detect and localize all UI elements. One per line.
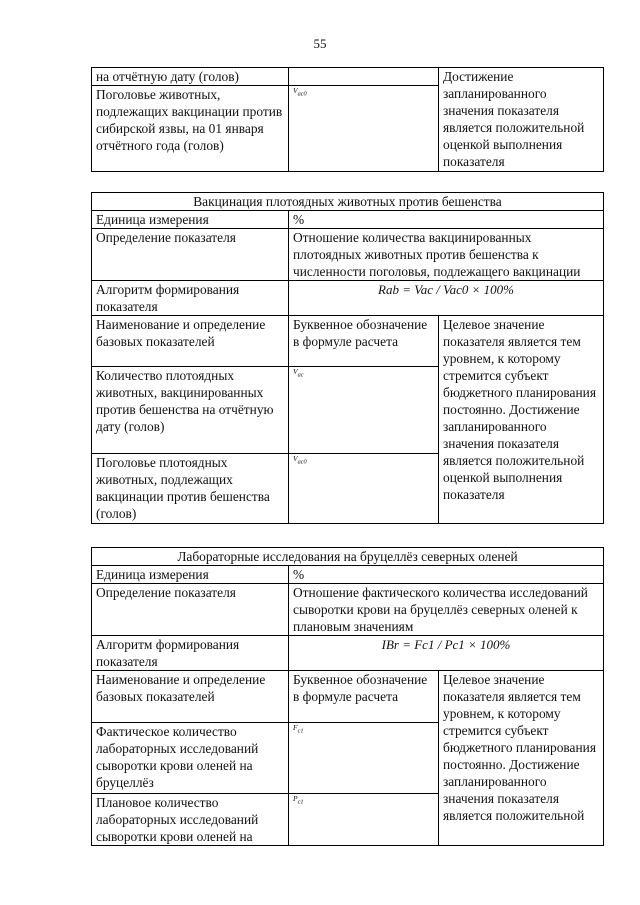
- algorithm-label: Алгоритм формирования показателя: [92, 281, 289, 316]
- unit-label: Единица измерения: [92, 566, 289, 584]
- table-brucellosis-tests: [91, 547, 604, 846]
- table-title: Вакцинация плотоядных животных против бешенства: [92, 193, 604, 211]
- target-value-cell: Целевое значение показателя является тем уровнем, к которому стремится субъект бюджетного планирования постоянно. Достижение запланированного значения показателя является положительной оценкой выполнения показателя: [439, 316, 604, 524]
- unit-label: Единица измерения: [92, 211, 289, 229]
- target-value-cell: Целевое значение показателя является тем уровнем, к которому стремится субъект бюджетного планирования постоянно. Достижение запланированного значения показателя является положительной: [439, 671, 604, 846]
- definition-label: Определение показателя: [92, 229, 289, 281]
- base-indicator-name-cell: Поголовье животных, подлежащих вакцинации против сибирской язвы, на 01 января отчётного года (голов): [92, 86, 289, 172]
- definition-value: Отношение количества вакцинированных плотоядных животных против бешенства к численности поголовья, подлежащего вакцинации: [289, 229, 604, 281]
- table-title: Лабораторные исследования на бруцеллёз северных оленей: [92, 548, 604, 566]
- algorithm-label: Алгоритм формирования показателя: [92, 636, 289, 671]
- page-number: 55: [313, 36, 327, 51]
- symbol-cell: $V_{ac}$: [289, 367, 439, 454]
- symbol-cell: $V_{ac0}$: [289, 454, 439, 524]
- unit-value: %: [289, 566, 604, 584]
- base-indicators-header: Наименование и определение базовых показателей: [92, 671, 289, 723]
- base-indicators-header: Наименование и определение базовых показателей: [92, 316, 289, 367]
- table-rabies-vaccination: [91, 192, 604, 524]
- formula: IBr = Fc1 / Pc1 × 100%: [289, 636, 604, 671]
- definition-label: Определение показателя: [92, 584, 289, 636]
- definition-value: Отношение фактического количества исследований сыворотки крови на бруцеллёз северных оленей к плановым значениям: [289, 584, 604, 636]
- symbol-header: Буквенное обозначение в формуле расчета: [289, 316, 439, 367]
- symbol-cell: [289, 68, 439, 86]
- base-indicator-name-cell: Поголовье плотоядных животных, подлежащих вакцинации против бешенства (голов): [92, 454, 289, 524]
- target-value-cell: Достижение запланированного значения показателя является положительной оценкой выполнения показателя: [439, 68, 604, 172]
- symbol-cell: $F_{c1}$: [289, 723, 439, 794]
- symbol-header: Буквенное обозначение в формуле расчета: [289, 671, 439, 723]
- base-indicator-name-cell: Количество плотоядных животных, вакцинированных против бешенства на отчётную дату (голов): [92, 367, 289, 454]
- unit-value: %: [289, 211, 604, 229]
- base-indicator-name-cell: Фактическое количество лабораторных исследований сыворотки крови оленей на бруцеллёз: [92, 723, 289, 794]
- base-indicator-name-cell: Плановое количество лабораторных исследований сыворотки крови оленей на: [92, 794, 289, 846]
- symbol-cell: $P_{c1}$: [289, 794, 439, 846]
- table-sibirskaya-yazva-continuation: [91, 67, 604, 172]
- formula: Rab = Vac / Vac0 × 100%: [289, 281, 604, 316]
- base-indicator-name-cell: на отчётную дату (голов): [92, 68, 289, 86]
- symbol-cell: $V_{ac0}$: [289, 86, 439, 172]
